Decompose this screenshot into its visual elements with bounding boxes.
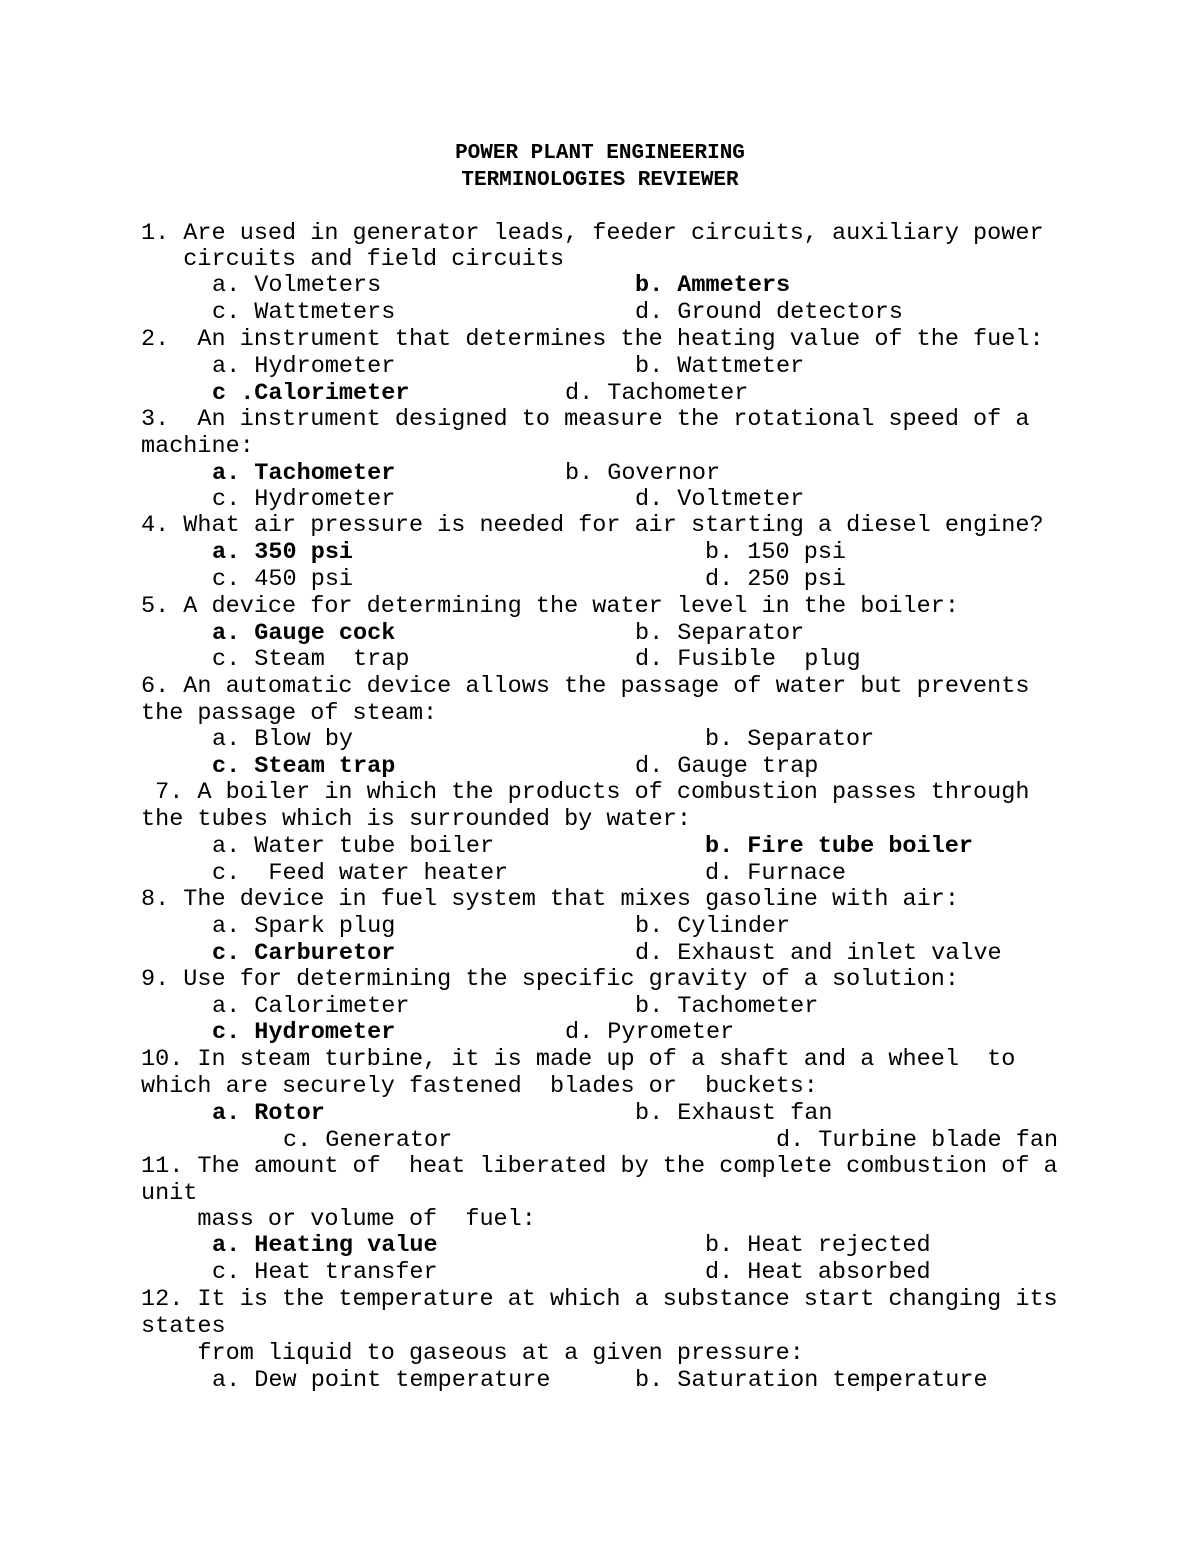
- question-1-choice-d: d. Ground detectors: [635, 299, 903, 326]
- question-4-choice-c: c. 450 psi: [212, 566, 354, 593]
- question-8-choice-c-answer: c. Carburetor: [212, 940, 396, 967]
- question-10-choice-c: c. Generator: [283, 1127, 453, 1154]
- question-2-choice-c-answer: c .Calorimeter: [212, 380, 410, 407]
- question-7-choice-b-answer: b. Fire tube boiler: [705, 833, 973, 860]
- question-4-choice-a-answer: a. 350 psi: [212, 539, 354, 566]
- question-6-stem-line: 6. An automatic device allows the passage of water but prevents: [141, 673, 1030, 700]
- question-6-choice-c-answer: c. Steam trap: [212, 753, 396, 780]
- question-5-choice-d: d. Fusible plug: [635, 646, 861, 673]
- question-12-stem-line: 12. It is the temperature at which a substance start changing its: [141, 1286, 1058, 1313]
- question-3-stem-line: 3. An instrument designed to measure the rotational speed of a: [141, 406, 1030, 433]
- question-4-stem-line: 4. What air pressure is needed for air starting a diesel engine?: [141, 512, 1044, 539]
- document-title: POWER PLANT ENGINEERING: [455, 142, 745, 165]
- question-7-stem-line: 7. A boiler in which the products of combustion passes through: [141, 779, 1030, 806]
- question-9-choice-c-answer: c. Hydrometer: [212, 1019, 396, 1046]
- question-9-choice-d: d. Pyrometer: [565, 1019, 735, 1046]
- question-4-choice-d: d. 250 psi: [705, 566, 847, 593]
- question-2-choice-d: d. Tachometer: [565, 380, 749, 407]
- question-10-choice-d: d. Turbine blade fan: [776, 1127, 1059, 1154]
- question-8-choice-d: d. Exhaust and inlet valve: [635, 940, 1002, 967]
- question-6-stem-line: the passage of steam:: [141, 700, 438, 727]
- question-12-choice-a: a. Dew point temperature: [212, 1367, 551, 1394]
- question-5-stem-line: 5. A device for determining the water level in the boiler:: [141, 593, 959, 620]
- question-12-stem-line: states: [141, 1313, 226, 1340]
- question-7-stem-line: the tubes which is surrounded by water:: [141, 806, 691, 833]
- question-9-stem-line: 9. Use for determining the specific gravity of a solution:: [141, 966, 959, 993]
- question-11-stem-line: unit: [141, 1180, 198, 1207]
- question-2-choice-a: a. Hydrometer: [212, 353, 396, 380]
- question-12-stem-line: from liquid to gaseous at a given pressure:: [141, 1340, 804, 1367]
- question-8-choice-a: a. Spark plug: [212, 913, 396, 940]
- question-7-choice-c: c. Feed water heater: [212, 860, 509, 887]
- document-subtitle: TERMINOLOGIES REVIEWER: [461, 169, 739, 192]
- question-1-choice-c: c. Wattmeters: [212, 299, 396, 326]
- question-3-stem-line: machine:: [141, 433, 254, 460]
- question-3-choice-d: d. Voltmeter: [635, 486, 805, 513]
- question-1-stem-line: circuits and field circuits: [141, 246, 565, 273]
- question-1-stem-line: 1. Are used in generator leads, feeder circuits, auxiliary power: [141, 220, 1044, 247]
- question-5-choice-c: c. Steam trap: [212, 646, 410, 673]
- question-7-choice-d: d. Furnace: [705, 860, 847, 887]
- question-8-choice-b: b. Cylinder: [635, 913, 791, 940]
- question-11-stem-line: mass or volume of fuel:: [141, 1206, 536, 1233]
- question-11-choice-b: b. Heat rejected: [705, 1232, 931, 1259]
- question-9-choice-a: a. Calorimeter: [212, 993, 410, 1020]
- question-11-stem-line: 11. The amount of heat liberated by the complete combustion of a: [141, 1153, 1058, 1180]
- question-10-stem-line: 10. In steam turbine, it is made up of a shaft and a wheel to: [141, 1046, 1016, 1073]
- question-9-choice-b: b. Tachometer: [635, 993, 819, 1020]
- question-7-choice-a: a. Water tube boiler: [212, 833, 495, 860]
- question-10-choice-b: b. Exhaust fan: [635, 1100, 833, 1127]
- question-5-choice-b: b. Separator: [635, 620, 805, 647]
- question-3-choice-b: b. Governor: [565, 460, 721, 487]
- question-3-choice-c: c. Hydrometer: [212, 486, 396, 513]
- question-12-choice-b: b. Saturation temperature: [635, 1367, 988, 1394]
- question-2-choice-b: b. Wattmeter: [635, 353, 805, 380]
- question-4-choice-b: b. 150 psi: [705, 539, 847, 566]
- question-10-choice-a-answer: a. Rotor: [212, 1100, 325, 1127]
- question-6-choice-d: d. Gauge trap: [635, 753, 819, 780]
- question-1-choice-a: a. Volmeters: [212, 272, 382, 299]
- question-6-choice-b: b. Separator: [705, 726, 875, 753]
- question-2-stem-line: 2. An instrument that determines the heating value of the fuel:: [141, 326, 1044, 353]
- question-5-choice-a-answer: a. Gauge cock: [212, 620, 396, 647]
- question-3-choice-a-answer: a. Tachometer: [212, 460, 396, 487]
- question-8-stem-line: 8. The device in fuel system that mixes gasoline with air:: [141, 886, 959, 913]
- question-6-choice-a: a. Blow by: [212, 726, 354, 753]
- question-1-choice-b-answer: b. Ammeters: [635, 272, 791, 299]
- question-11-choice-d: d. Heat absorbed: [705, 1259, 931, 1286]
- question-11-choice-a-answer: a. Heating value: [212, 1232, 438, 1259]
- question-11-choice-c: c. Heat transfer: [212, 1259, 438, 1286]
- question-10-stem-line: which are securely fastened blades or buckets:: [141, 1073, 818, 1100]
